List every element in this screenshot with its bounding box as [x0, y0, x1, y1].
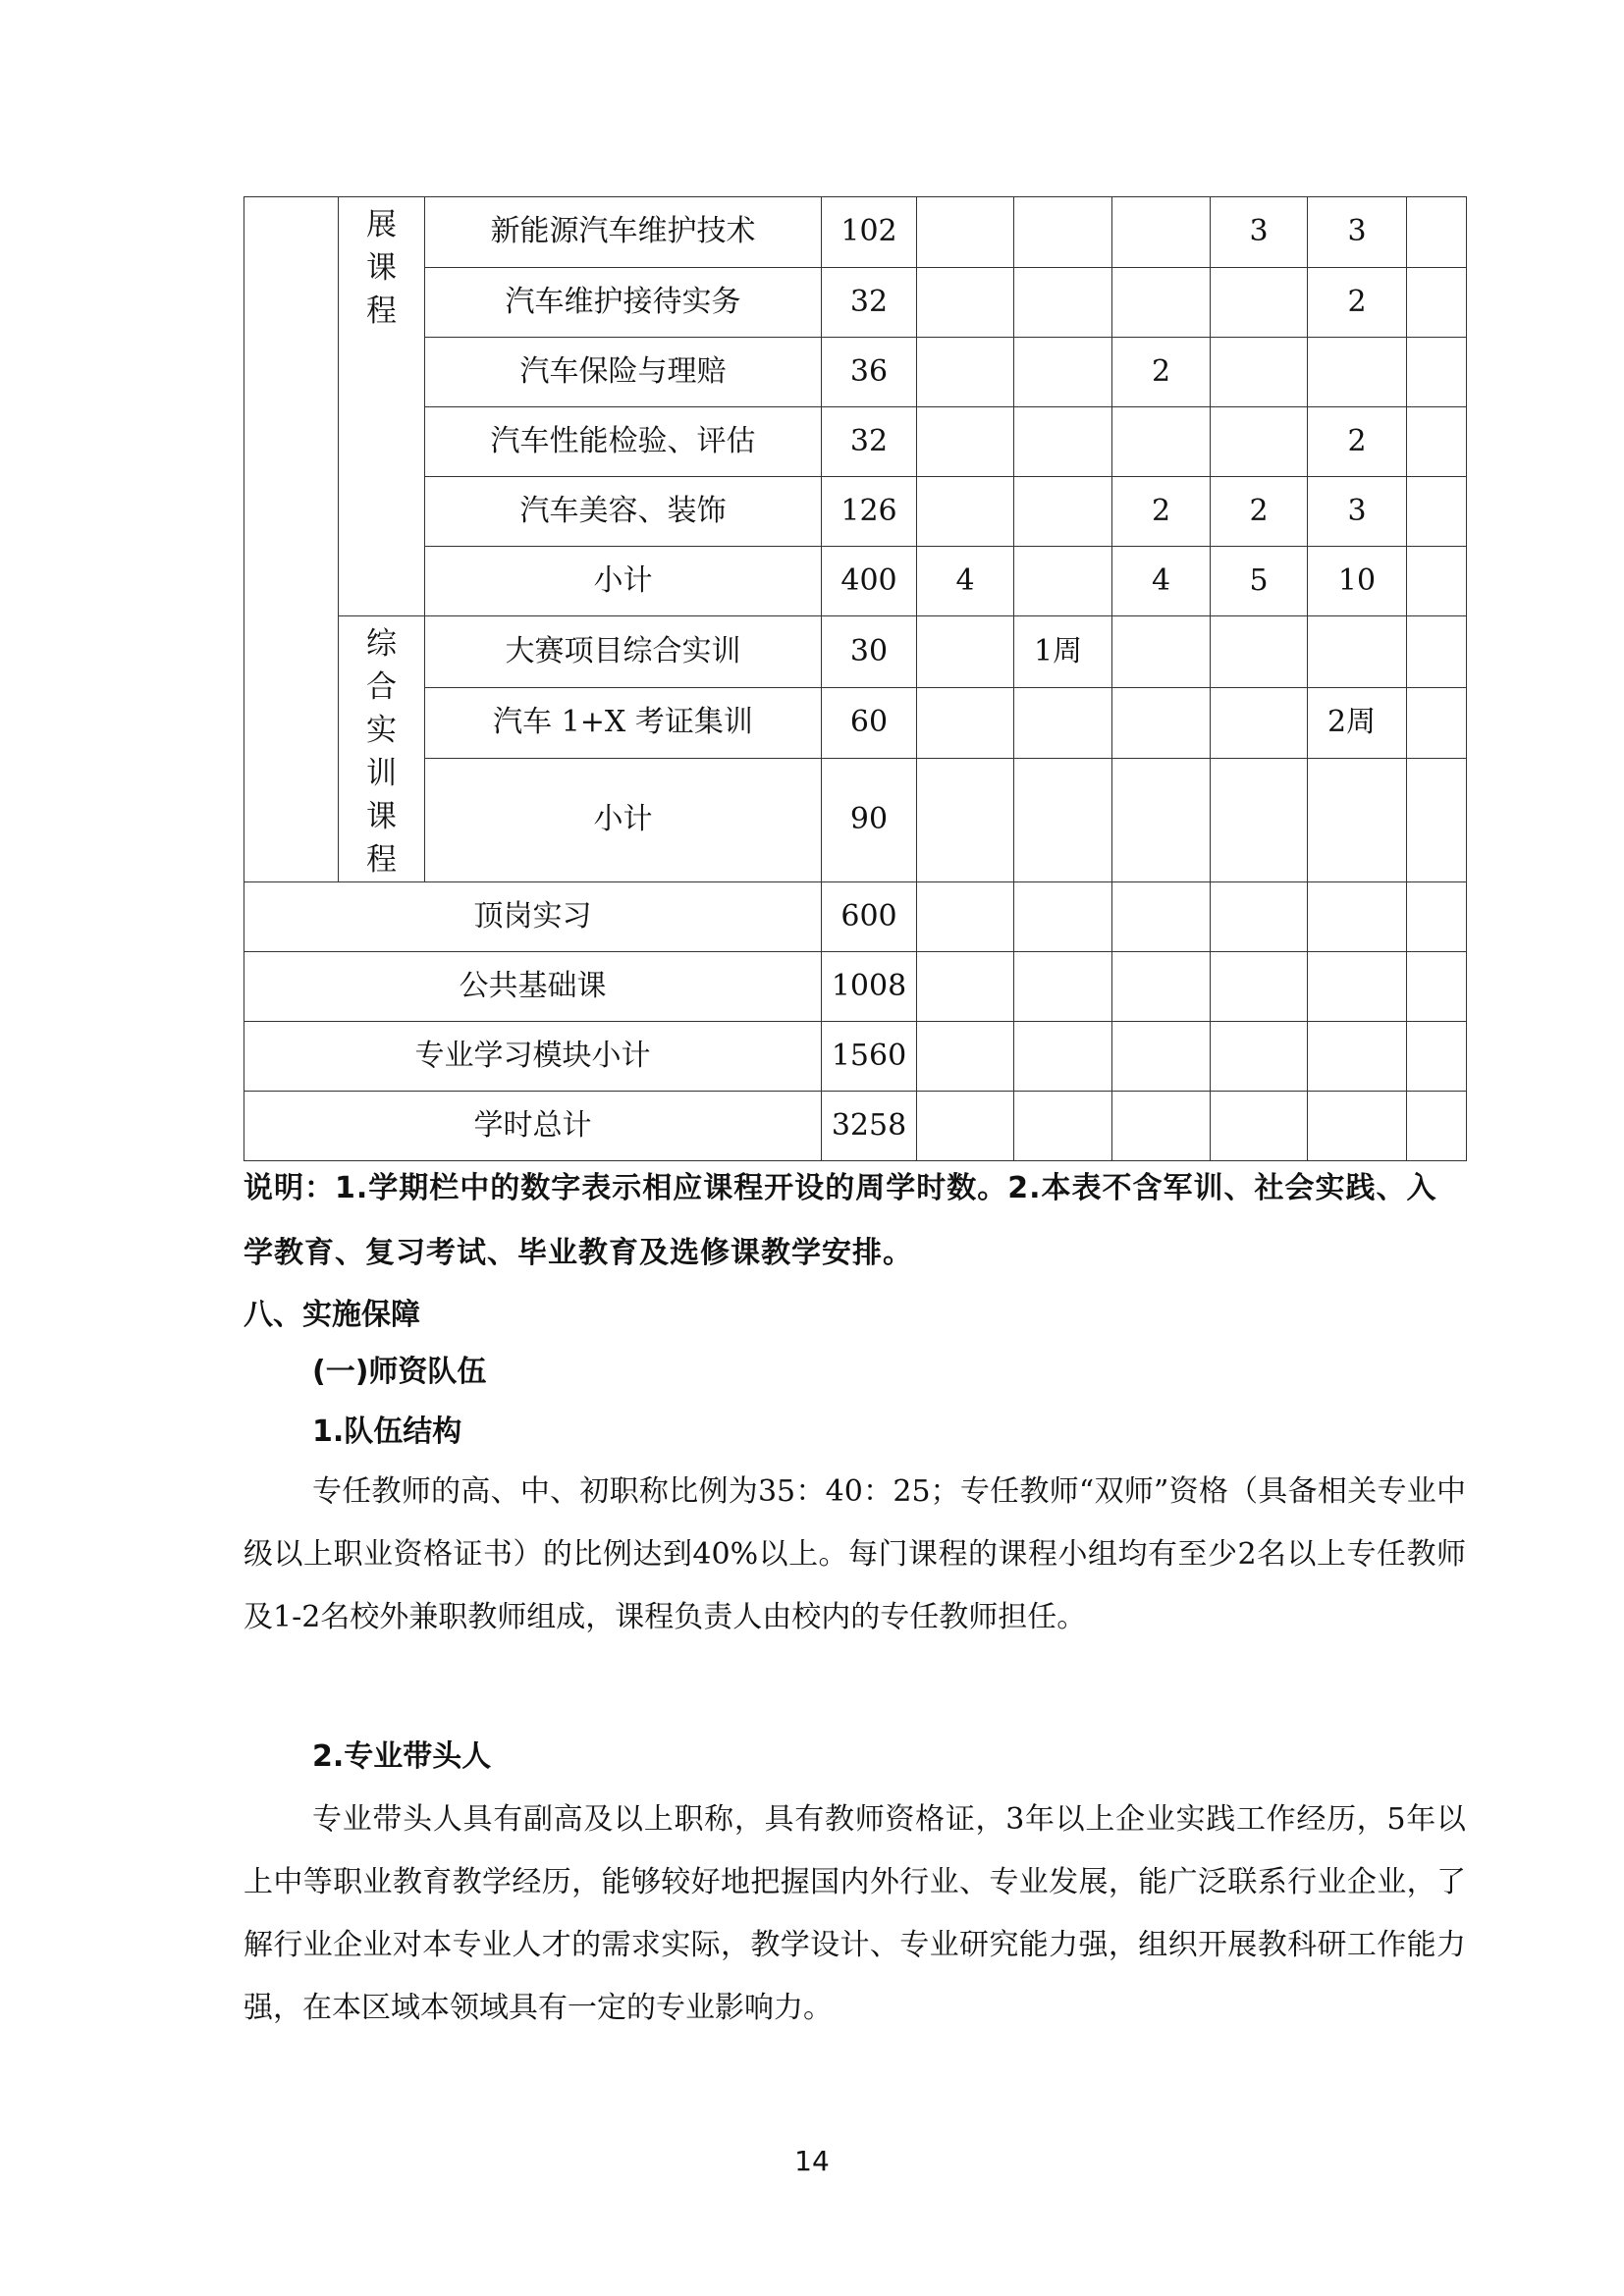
semester-cell	[917, 952, 1014, 1022]
item-title-team-structure: 1.队伍结构	[312, 1415, 462, 1449]
summary-label: 公共基础课	[244, 952, 822, 1022]
semester-cell	[917, 268, 1014, 338]
course-schedule-table	[244, 196, 1467, 1161]
table-note: 说明：1.学期栏中的数字表示相应课程开设的周学时数。2.本表不含军训、社会实践、入学教育、复习考试、毕业教育及选修课教学安排。	[244, 1171, 1437, 1270]
semester-cell: 2	[1308, 268, 1407, 338]
semester-cell	[1014, 268, 1112, 338]
item-title-program-leader: 2.专业带头人	[312, 1739, 492, 1774]
course-name: 汽车保险与理赔	[425, 338, 822, 407]
semester-cell	[917, 477, 1014, 547]
semester-cell	[917, 197, 1014, 268]
course-hours: 32	[822, 407, 917, 477]
semester-cell: 4	[1112, 547, 1211, 616]
course-hours: 102	[822, 197, 917, 268]
semester-cell	[1112, 882, 1211, 952]
semester-cell: 3	[1308, 197, 1407, 268]
semester-cell	[1407, 407, 1467, 477]
semester-cell: 1周	[1014, 616, 1112, 688]
semester-cell	[1407, 952, 1467, 1022]
semester-cell	[1014, 338, 1112, 407]
semester-cell	[1308, 338, 1407, 407]
semester-cell	[1407, 338, 1467, 407]
semester-cell	[1308, 1022, 1407, 1092]
semester-cell: 10	[1308, 547, 1407, 616]
course-name: 汽车性能检验、评估	[425, 407, 822, 477]
semester-cell	[1407, 882, 1467, 952]
semester-cell	[1407, 616, 1467, 688]
subtotal-label: 小计	[425, 547, 822, 616]
course-name: 汽车美容、装饰	[425, 477, 822, 547]
semester-cell: 2	[1112, 338, 1211, 407]
semester-cell: 3	[1211, 197, 1308, 268]
semester-cell	[1407, 197, 1467, 268]
semester-cell	[1211, 268, 1308, 338]
subtotal-label: 小计	[425, 759, 822, 882]
semester-cell	[1112, 759, 1211, 882]
semester-cell	[1112, 268, 1211, 338]
semester-cell: 2	[1211, 477, 1308, 547]
semester-cell	[1407, 1092, 1467, 1161]
semester-cell	[1112, 952, 1211, 1022]
semester-cell	[1112, 1022, 1211, 1092]
summary-label: 学时总计	[244, 1092, 822, 1161]
course-name: 汽车 1+X 考证集训	[425, 687, 822, 759]
semester-cell	[1407, 759, 1467, 882]
table-row	[244, 1092, 1467, 1161]
course-hours: 32	[822, 268, 917, 338]
semester-cell	[1211, 338, 1308, 407]
semester-cell	[917, 759, 1014, 882]
paragraph-team-structure: 专任教师的高、中、初职称比例为35：40：25；专任教师“双师”资格（具备相关专业中级以上职业资格证书）的比例达到40%以上。每门课程的课程小组均有至少2名以上专任教师及1-2名校外兼职教师组成，课程负责人由校内的专任教师担任。	[244, 1474, 1466, 1634]
semester-cell	[1407, 477, 1467, 547]
semester-cell	[917, 1022, 1014, 1092]
semester-cell: 5	[1211, 547, 1308, 616]
summary-hours: 600	[822, 882, 917, 952]
semester-cell	[1211, 952, 1308, 1022]
semester-cell: 2	[1308, 407, 1407, 477]
table-row	[244, 687, 1467, 759]
semester-cell	[1211, 759, 1308, 882]
course-hours: 126	[822, 477, 917, 547]
table-row	[244, 1022, 1467, 1092]
summary-label: 专业学习模块小计	[244, 1022, 822, 1092]
course-hours: 36	[822, 338, 917, 407]
semester-cell	[1308, 1092, 1407, 1161]
semester-cell	[1014, 547, 1112, 616]
semester-cell	[1308, 882, 1407, 952]
semester-cell	[1014, 1022, 1112, 1092]
semester-cell	[1211, 407, 1308, 477]
subsection-title: (一)师资队伍	[312, 1355, 487, 1389]
semester-cell	[1014, 687, 1112, 759]
semester-cell	[1211, 882, 1308, 952]
course-hours: 60	[822, 687, 917, 759]
semester-cell	[1211, 1092, 1308, 1161]
semester-cell	[917, 407, 1014, 477]
summary-label: 顶岗实习	[244, 882, 822, 952]
summary-hours: 1560	[822, 1022, 917, 1092]
semester-cell	[1112, 1092, 1211, 1161]
semester-cell	[1407, 687, 1467, 759]
table-row	[244, 616, 1467, 688]
semester-cell	[1211, 1022, 1308, 1092]
semester-cell	[1211, 616, 1308, 688]
page-number: 14	[794, 2145, 830, 2177]
semester-cell: 4	[917, 547, 1014, 616]
table-row	[244, 268, 1467, 338]
course-name: 大赛项目综合实训	[425, 616, 822, 688]
semester-cell	[1112, 197, 1211, 268]
semester-cell	[917, 687, 1014, 759]
semester-cell	[917, 1092, 1014, 1161]
course-hours: 90	[822, 759, 917, 882]
semester-cell	[1308, 616, 1407, 688]
course-name: 汽车维护接待实务	[425, 268, 822, 338]
table-row	[244, 952, 1467, 1022]
semester-cell	[1308, 759, 1407, 882]
semester-cell	[1112, 616, 1211, 688]
semester-cell	[1112, 407, 1211, 477]
semester-cell	[1407, 1022, 1467, 1092]
summary-hours: 1008	[822, 952, 917, 1022]
table-row	[244, 882, 1467, 952]
semester-cell	[1014, 882, 1112, 952]
table-row	[244, 759, 1467, 882]
semester-cell	[1014, 197, 1112, 268]
semester-cell	[917, 882, 1014, 952]
course-hours: 400	[822, 547, 917, 616]
semester-cell	[917, 338, 1014, 407]
semester-cell	[1014, 477, 1112, 547]
table-row	[244, 547, 1467, 616]
semester-cell	[1407, 547, 1467, 616]
outer-category-cell	[244, 197, 339, 882]
semester-cell	[1308, 952, 1407, 1022]
semester-cell	[1211, 687, 1308, 759]
semester-cell: 2周	[1308, 687, 1407, 759]
semester-cell	[1014, 1092, 1112, 1161]
course-name: 新能源汽车维护技术	[425, 197, 822, 268]
semester-cell	[1407, 268, 1467, 338]
semester-cell	[1112, 687, 1211, 759]
table-row	[244, 197, 1467, 268]
section-title: 八、实施保障	[244, 1298, 420, 1332]
table-row	[244, 407, 1467, 477]
summary-hours: 3258	[822, 1092, 917, 1161]
semester-cell	[1014, 759, 1112, 882]
semester-cell: 3	[1308, 477, 1407, 547]
semester-cell: 2	[1112, 477, 1211, 547]
semester-cell	[1014, 407, 1112, 477]
group-label-expand: 展课程	[339, 197, 425, 616]
paragraph-program-leader: 专业带头人具有副高及以上职称，具有教师资格证，3年以上企业实践工作经历，5年以上中等职业教育教学经历，能够较好地把握国内外行业、专业发展，能广泛联系行业企业，了解行业企业对本专业人才的需求实际，教学设计、专业研究能力强，组织开展教科研工作能力强，在本区域本领域具有一定的专业影响力。	[244, 1802, 1466, 2025]
semester-cell	[1014, 952, 1112, 1022]
table-row	[244, 477, 1467, 547]
semester-cell	[917, 616, 1014, 688]
course-hours: 30	[822, 616, 917, 688]
table-row	[244, 338, 1467, 407]
group-label-practical: 综合实训课程	[339, 616, 425, 882]
